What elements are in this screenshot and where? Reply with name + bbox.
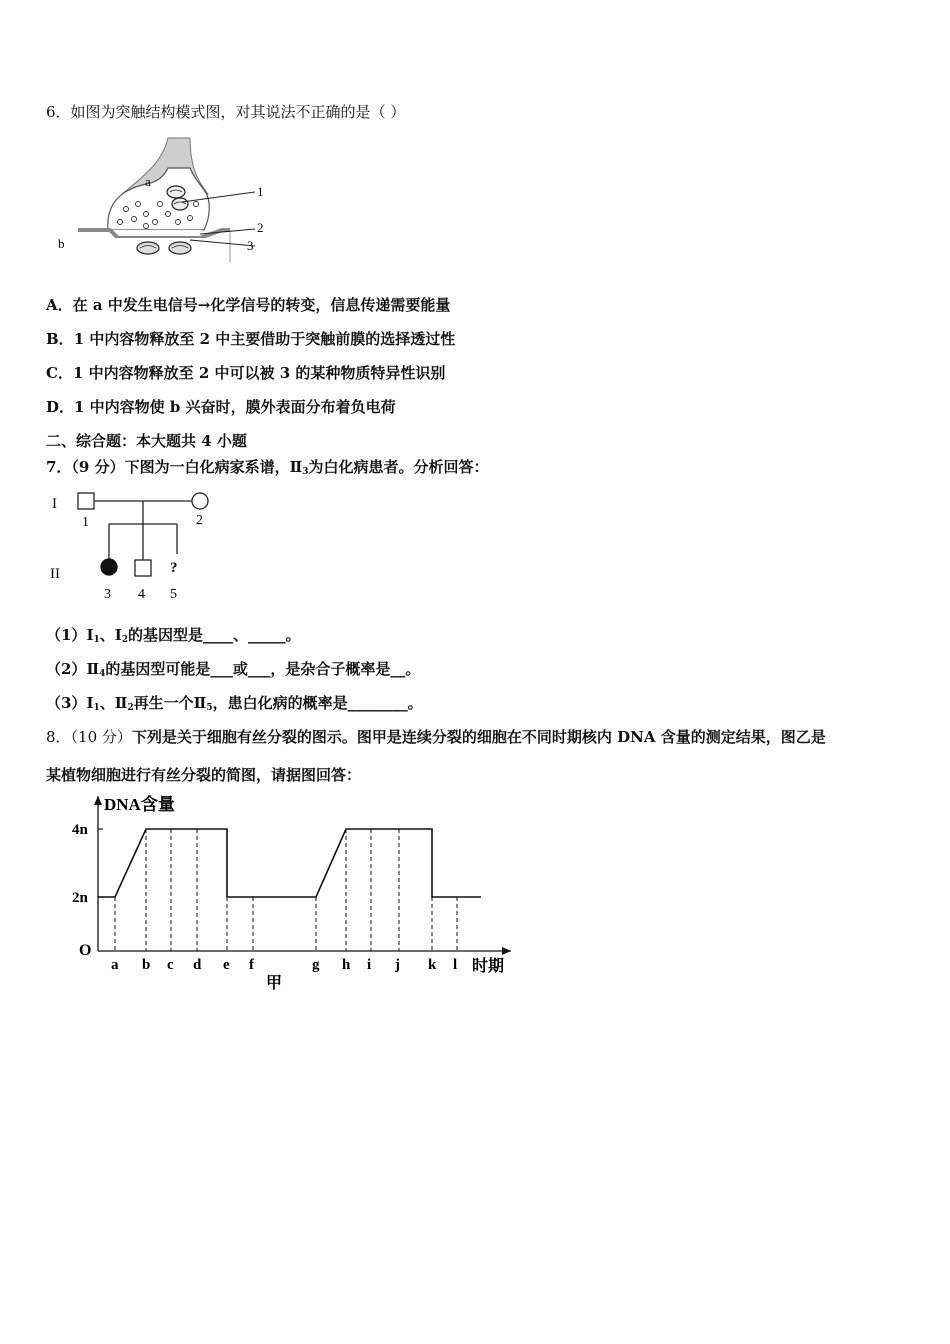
x-tick-label-d: d	[193, 957, 202, 973]
pedigree-figure	[46, 488, 236, 606]
q7-sub2: $(2)Ⅱ_4$的基因型可能是___或___，是杂合子概率是__。	[46, 660, 421, 679]
label-1: 1	[257, 184, 264, 199]
gen-label-1: I	[52, 496, 57, 512]
svg-text:4: 4	[138, 587, 145, 602]
x-tick-label-k: k	[428, 957, 437, 973]
unknown-symbol-5: ?	[170, 560, 178, 576]
y-tick-label-4n: 4n	[72, 822, 88, 838]
x-tick-label-e: e	[223, 957, 230, 973]
q8-line2: 某植物细胞进行有丝分裂的简图，请据图回答：	[46, 766, 362, 784]
label-b: b	[58, 236, 65, 251]
q8-line1: 8．（10 分）下列是关于细胞有丝分裂的图示。图甲是连续分裂的细胞在不同时期核内 DNA 含量的测定结果，图乙是	[46, 728, 826, 746]
q6-option-d: D．1 中内容物使 b 兴奋时，膜外表面分布着负电荷	[46, 398, 396, 416]
svg-text:1: 1	[82, 515, 89, 530]
label-2: 2	[257, 220, 264, 235]
male-symbol-1	[78, 493, 94, 509]
label-3: 3	[247, 238, 254, 253]
x-tick-label-g: g	[312, 957, 320, 973]
x-tick-label-a: a	[111, 957, 119, 973]
chart-title: 甲	[266, 975, 283, 992]
svg-text:3: 3	[104, 587, 111, 602]
x-tick-label-c: c	[167, 957, 174, 973]
q7-sub1: $(1)Ⅰ_1$、$Ⅰ_2$的基因型是____、_____。	[46, 626, 301, 645]
female-symbol-2	[192, 493, 208, 509]
origin-label: O	[79, 942, 92, 959]
svg-text:2: 2	[196, 513, 203, 528]
section-title: 二、综合题：本大题共 4 小题	[46, 432, 247, 450]
x-tick-label-l: l	[453, 957, 458, 973]
q6-option-b: B．1 中内容物释放至 2 中主要借助于突触前膜的选择透过性	[46, 330, 456, 348]
y-axis-arrow	[94, 796, 102, 805]
q7-stem: 7．（9 分）下图为一白化病家系谱，$Ⅱ_3$为白化病患者。分析回答：	[46, 458, 489, 477]
q6-option-a: A．在 a 中发生电信号→化学信号的转变，信息传递需要能量	[46, 296, 451, 314]
male-symbol-4	[135, 560, 151, 576]
x-tick-label-h: h	[342, 957, 351, 973]
x-tick-label-j: j	[395, 957, 400, 973]
x-axis-arrow	[502, 947, 511, 955]
x-tick-label-f: f	[249, 957, 254, 973]
q6-option-c: C．1 中内容物释放至 2 中可以被 3 的某种物质特异性识别	[46, 364, 446, 382]
dna-content-chart	[66, 788, 526, 998]
y-tick-label-2n: 2n	[72, 890, 88, 906]
q6-stem: 6．如图为突触结构模式图，对其说法不正确的是（ ）	[46, 103, 406, 121]
dna-series-line	[98, 829, 481, 897]
synapse-figure	[50, 134, 275, 264]
label-a: a	[145, 174, 151, 189]
q7-sub3: $(3)Ⅰ_1$、$Ⅱ_2$再生一个$Ⅱ_5$，患白化病的概率是________。	[46, 694, 423, 713]
y-axis-label: DNA含量	[104, 795, 175, 814]
x-tick-label-i: i	[367, 957, 372, 973]
x-axis-label: 时期	[472, 958, 505, 975]
gen-label-2: II	[50, 566, 60, 582]
x-tick-label-b: b	[142, 957, 151, 973]
svg-text:5: 5	[170, 587, 177, 602]
affected-female-3	[101, 559, 117, 575]
